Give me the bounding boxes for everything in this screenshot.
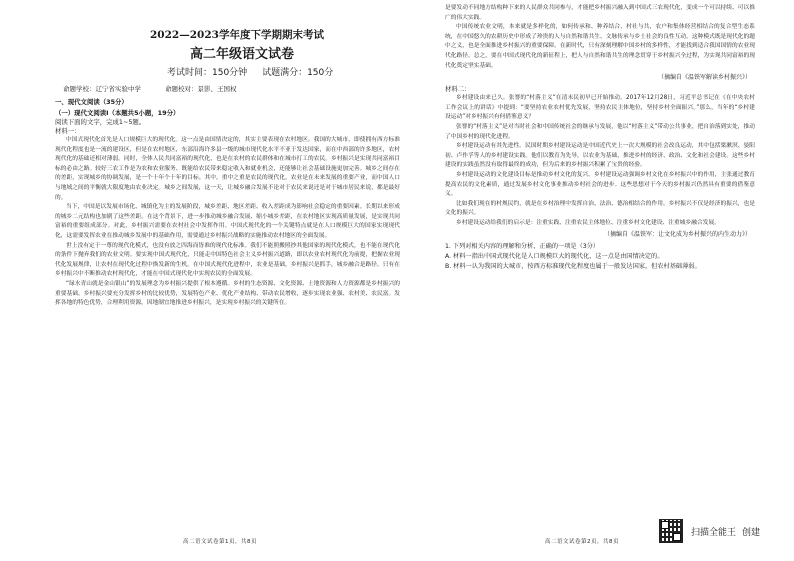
scanner-app-name: 扫描全能王: [690, 527, 736, 538]
qr-code-icon: [659, 519, 683, 543]
paragraph: 是要发动不同地方结构种下来的人民群众共同参与，才能把乡村振兴融入到中国式三农现代化，变成一个可以持续、可以推广的伟大实践。: [445, 5, 755, 21]
exam-title: 2022—2023学年度下学期期末考试: [150, 29, 324, 41]
paragraph: 世上没有定于一尊的现代化模式，也没有放之四海而皆准的现代化标准。我们不能照搬照抄其他国家的现代化模式，也不能在现代化的条件下抛弃我们的农业文明。要实现中国式现代化，只能走中国特色社会主义乡村振兴道路，即以农业农村现代化为前提，把握农业现代化发展规律，让农村在现代化过程中焕发新的生机。在中国式现代化进程中，农业是基础，乡村振兴是抓手，城乡融合是路径。只有在乡村振兴中不断推动农村现代化，才能在中国式现代化中实现农民的全面发展。: [55, 242, 400, 278]
exam-info: [167, 67, 400, 79]
material-label: 材料一：: [55, 127, 81, 135]
subsection-heading: （一）现代文阅读Ⅰ（本题共5小题，19分）: [55, 109, 180, 117]
exam-makers: [63, 85, 400, 94]
paragraph: 比如我们现在的村规民约，就是在乡村治理中发挥自治、法治、德治相结合的作用。乡村振兴不仅是经济的振兴，也是文化的振兴。: [445, 200, 755, 217]
exam-proofreaders: 命题校对：景影、王国权: [165, 85, 237, 93]
paragraph: 乡村建设运动有其先进性。民国时期乡村建设运动是中国近代史上一次大规模的社会改良运动，其中包括梁漱溟、晏阳初、卢作孚等人的乡村建设实践。他们以教育为先导，以农业为基础，推进乡村的经济、政治、文化和社会建设。这些乡村建设的实践虽然没有取得最终的成功，但为后来的乡村振兴积累了宝贵的经验。: [445, 143, 755, 169]
paragraph: 张謇的“村落主义”是对当时社会和中国传统社会的继承与发展，他以“村落主义”带动公共事业，把自治落到实处，推动了中国乡村的现代化进程。: [445, 123, 755, 140]
right-page: [445, 0, 755, 561]
exam-score: 试题满分：150分: [262, 68, 334, 78]
question-stem: 1. 下列对相关内容的理解和分析，正确的一项是（3分）: [445, 243, 600, 251]
paragraph: 乡村建设由来已久。张謇的“村落主义”在清末民初早已开始推动。2017年12月28日，习近平总书记在《在中央农村工作会议上的讲话》中提到：“要坚持农业农村优先发展，坚持农民主体地位，坚持乡村全面振兴。”那么，当年的“乡村建设运动”对乡村振兴有何借鉴意义？: [445, 95, 755, 121]
paragraph: 乡村建设运动给我们的启示是：注重实践、注重农民主体地位、注重乡村文化建设、注重城乡融合发展。: [456, 219, 720, 226]
left-page: [55, 0, 400, 561]
question-option: B. 材料一认为我国的大城市，按西方标准现代化程度也属于一般发达国家，但农村基础薄弱。: [445, 263, 701, 271]
exam-subtitle: 高二年级语文试卷: [190, 47, 295, 62]
reading-instruction: 阅读下面的文字，完成1~5题。: [55, 118, 146, 126]
paragraph: 当下，中国是以发展市场化、城镇化为主的发展阶段，城乡差距、地区差距、收入差距成为影响社会稳定的重要因素。长期以来形成的城乡二元结构也加剧了这些差距。在这个背景下，进一步推动城乡融合发展、缩小城乡差距，在农村地区实现高质量发展，是实现共同富裕的重要组成部分。对此，乡村振兴需要在农村社会中发挥作用。中国式现代化的一个关键特点就是在人口规模巨大的国家实现现代化，这需要发挥农业在推动城乡发展中的基础作用，需要通过乡村振兴战略的实施推动农村地区的全面发展。: [55, 204, 400, 239]
material-source: （摘编自《温铁军解读乡村振兴》）: [657, 74, 751, 82]
material-label: 材料二：: [445, 85, 471, 94]
exam-school: 命题学校：辽宁省实验中学: [63, 85, 141, 93]
paragraph: 乡村建设运动的文化建设目标是推动乡村文化的复兴。乡村建设运动强调乡村文化在乡村振兴中的作用，主张通过教育提高农民的文化素质，通过发展乡村文化事业推动乡村社会的进步。这些思想对于今天的乡村振兴仍然具有重要的借鉴意义。: [445, 171, 755, 198]
page-footer: 高二语文试卷第2页，共8页: [545, 539, 619, 545]
material-source: （摘编自《温铁军：让文化成为乡村振兴的内生动力》）: [603, 231, 751, 239]
section-heading: 一、现代文阅读（35分）: [55, 98, 128, 106]
page-footer: 高二语文试卷第1页，共8页: [183, 539, 257, 545]
paragraph: “绿水青山就是金山银山”的发展理念为乡村振兴提供了根本遵循。乡村的生态资源、文化资源、土地资源和人力资源都是乡村振兴的重要基础。乡村振兴要充分发挥乡村的比较优势，发展特色产业、优化产业结构、带动农民增收，逐步实现农业强、农村美、农民富。发挥各地的特色优势，合理利用资源，因地制宜地推进乡村振兴，是实现乡村振兴的关键所在。: [55, 280, 400, 307]
question-option: A. 材料一指出中国式现代化是人口规模巨大的现代化，这一点是由国情决定的。: [445, 253, 664, 261]
scanner-action: 创建: [741, 527, 760, 538]
paragraph: 中国传统农业文明，本来就是多样化的，如何传承和、种养结合、村社与共，农户和集体经营相结合的复合型生态系统，在中国悠久的农耕历史中形成了珍贵的人与自然和谐共生、文脉传承与乡土社会的良性互动。这种模式既是现代化的题中之义，也是全面推进乡村振兴的重要保障。在新时代，只有深刻理解中国乡村的多样性，才能找到适合我国国情的农业现代化路径。总之，要在中国式现代化的新征程上，把人与自然和谐共生的理念贯穿于乡村振兴全过程，为实现共同富裕的现代化奠定坚实基础。: [445, 24, 755, 69]
paragraph: 中国式现代化首先是人口规模巨大的现代化。这一点是由国情决定的，其实主要表现在农村地区。我国的大城市，即使拥有西方标准现代化程度也是一流的建设区，但是在农村地区，东部沿海许多县一级的城市现代化水平不亚于发达国家，而在中西部的许多地区，农村现代化的基础还相对薄弱。同时，全体人民共同富裕的现代化，也是在农村的农民群体和在城市打工的农民。乡村振兴是实现共同富裕目标的必由之路。较好三农工作是为农和农业服务、既能给农民带来稳定收入和就业机会，还能够让社会基础设施更加完善。城乡之间存在的差距，实现城乡的协调发展，是一个十年个十年的目标。其中，重中之重是农民的现代化。农业是在未来发展的重要产业，而中国人口与地域之间的平衡就大限度地由农业决定。城乡之间发展，这一天，让城乡融合发展不论对于农民来说还是对于城市居民来说，都是最好的。: [55, 137, 400, 201]
scanner-text: [691, 525, 760, 538]
scanner-watermark: [659, 519, 760, 543]
exam-time: 考试时间：150分钟: [167, 68, 248, 78]
